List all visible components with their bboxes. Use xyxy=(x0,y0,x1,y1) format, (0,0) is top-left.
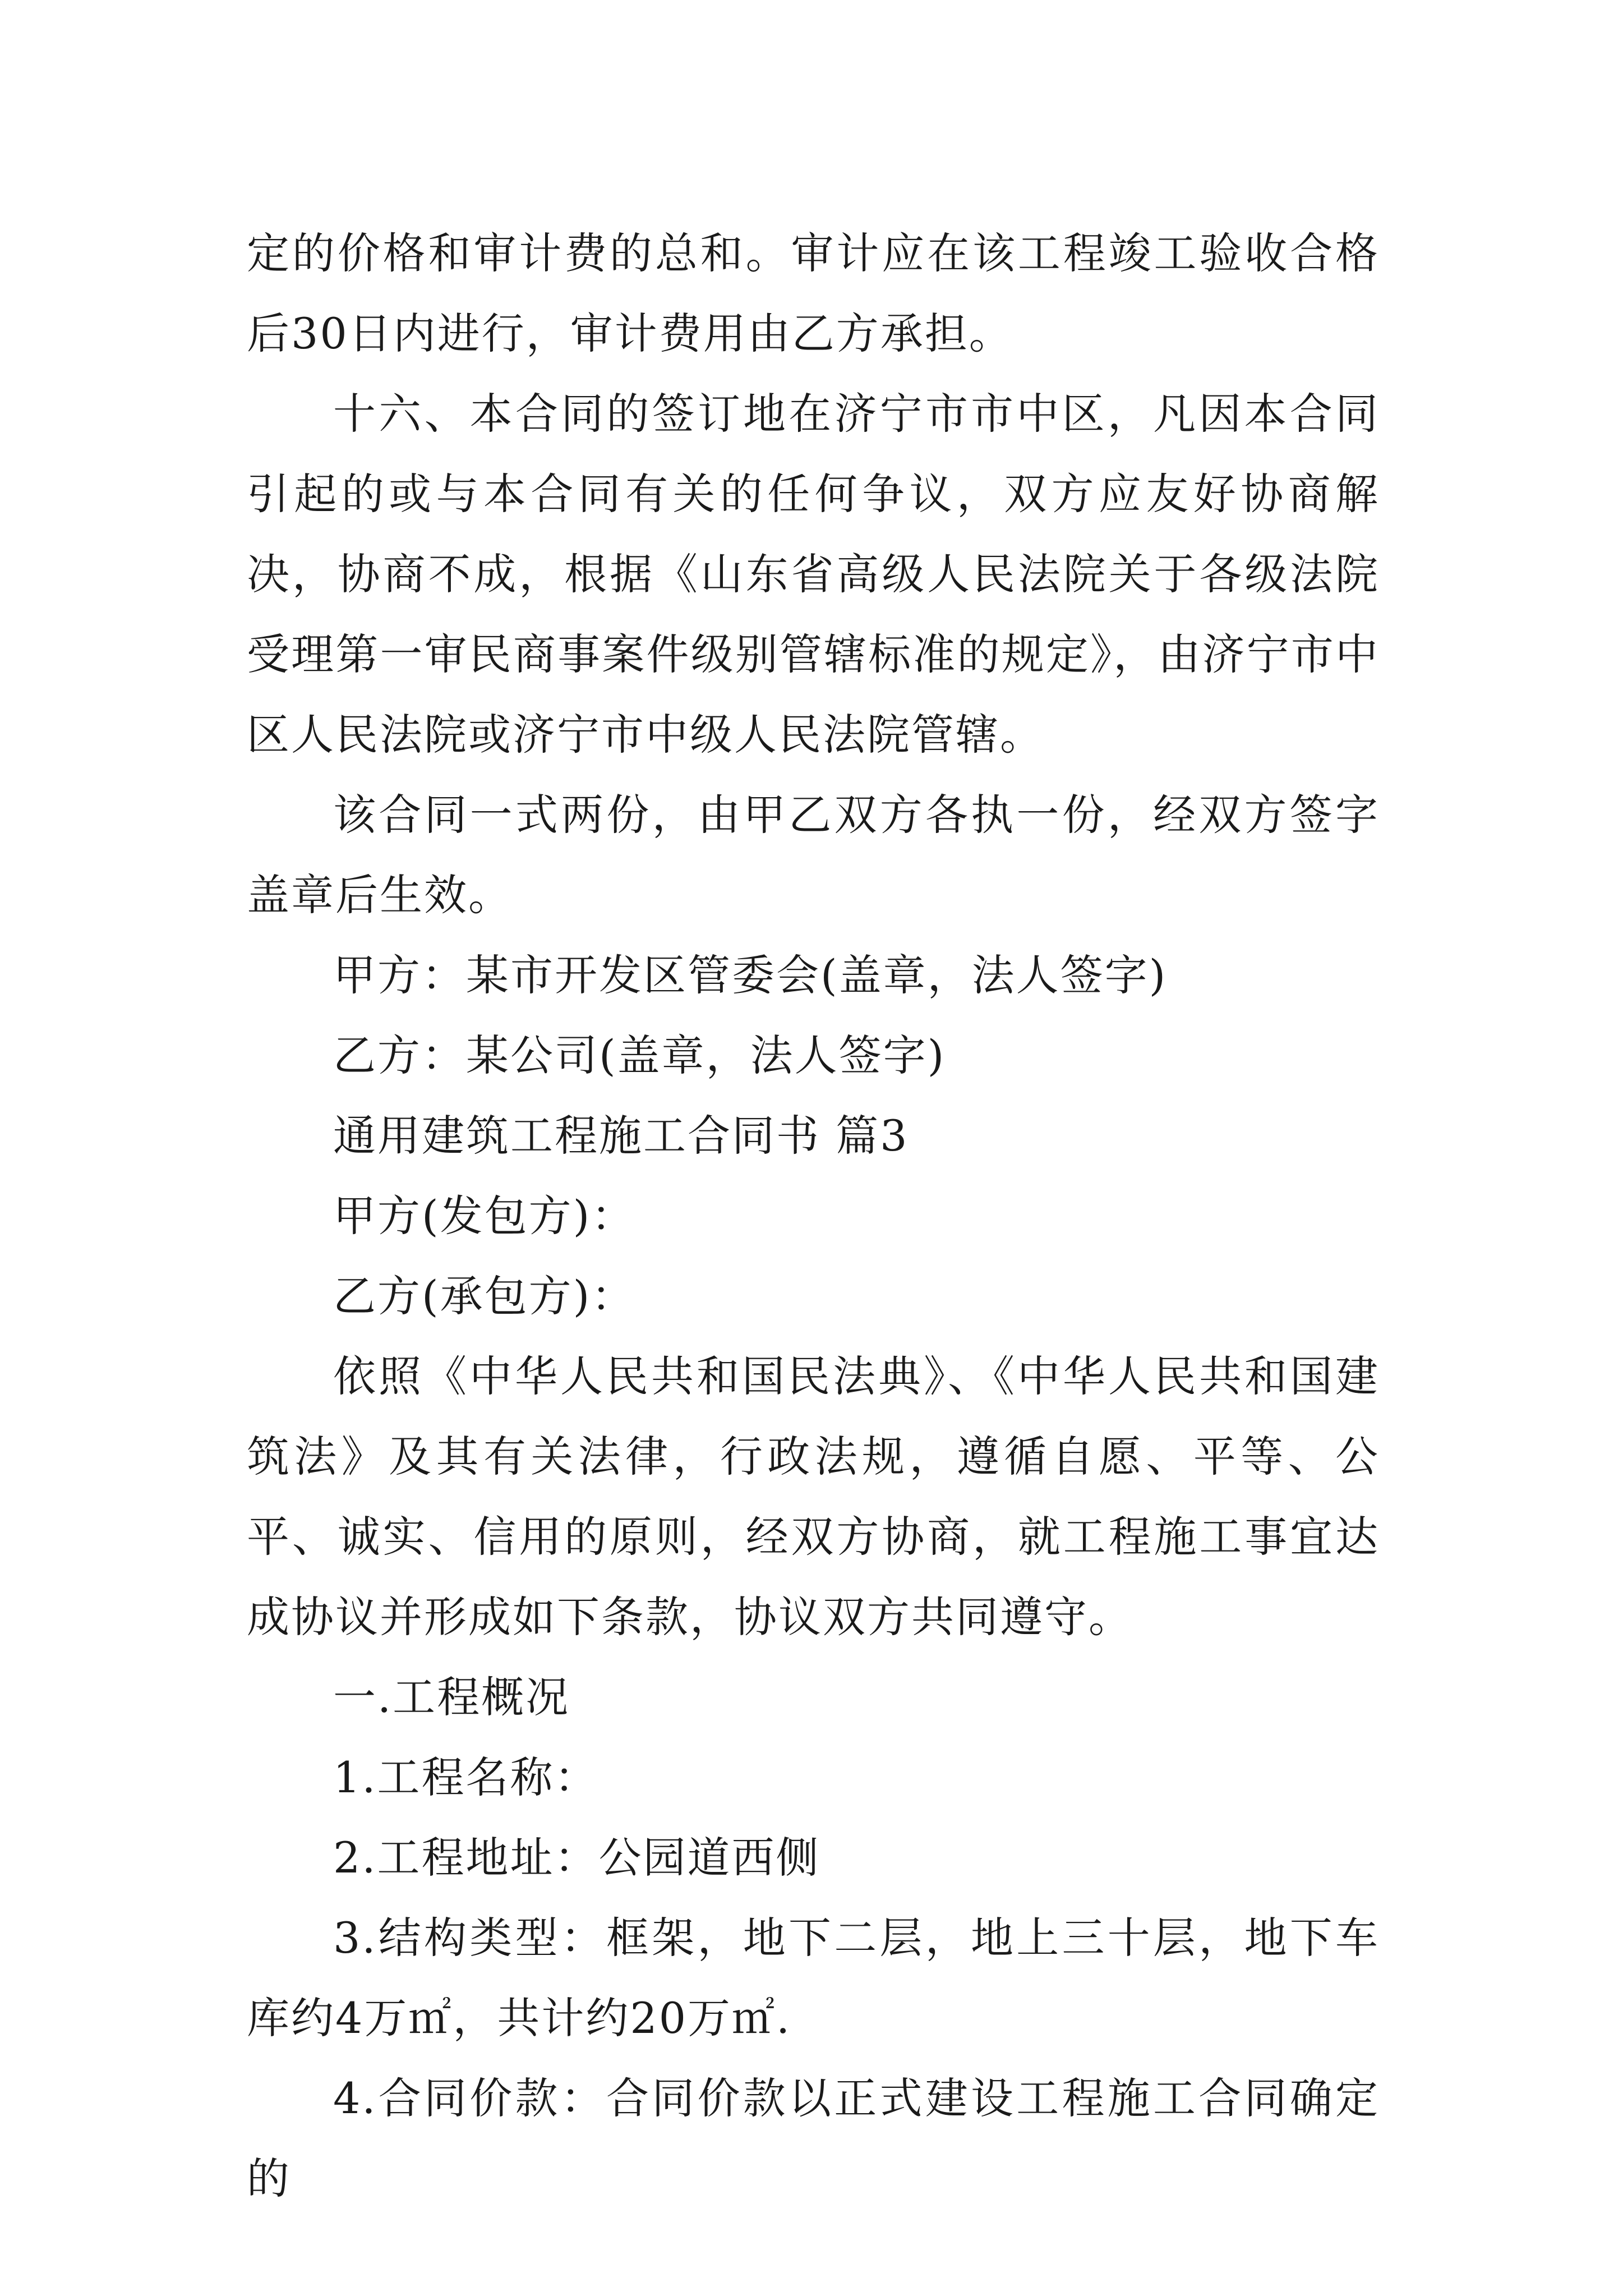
paragraph-audit-fee: 定的价格和审计费的总和。审计应在该工程竣工验收合格后30日内进行，审计费用由乙方承担。 xyxy=(247,228,1380,358)
item-contract-price: 4.合同价款：合同价款以正式建设工程施工合同确定的 xyxy=(247,2073,1380,2203)
party-b-signature-line: 乙方：某公司(盖章，法人签字) xyxy=(333,1030,946,1080)
item-project-name: 1.工程名称： xyxy=(333,1752,599,1802)
paragraph-legal-basis: 依照《中华人民共和国民法典》、《中华人民共和国建筑法》及其有关法律，行政法规，遵循自愿、平等、公平、诚实、信用的原则，经双方协商，就工程施工事宜达成协议并形成如下条款，协议双方共同遵守。 xyxy=(247,1351,1380,1642)
paragraph-copies-effective: 该合同一式两份，由甲乙双方各执一份，经双方签字盖章后生效。 xyxy=(247,790,1380,920)
item-project-address: 2.工程地址：公园道西侧 xyxy=(333,1833,820,1883)
paragraph-article-16-jurisdiction: 十六、本合同的签订地在济宁市市中区，凡因本合同引起的或与本合同有关的任何争议，双方应友好协商解决，协商不成，根据《山东省高级人民法院关于各级法院受理第一审民商事案件级别管辖标准的规定》，由济宁市中区人民法院或济宁市中级人民法院管辖。 xyxy=(247,389,1380,760)
document-body xyxy=(247,213,1380,2219)
party-a-employer-line: 甲方(发包方)： xyxy=(333,1191,636,1241)
heading-project-overview: 一.工程概况 xyxy=(333,1672,570,1722)
item-structure-type: 3.结构类型：框架，地下二层，地上三十层，地下车库约4万㎡，共计约20万㎡. xyxy=(247,1913,1380,2043)
party-a-signature-line: 甲方：某市开发区管委会(盖章，法人签字) xyxy=(333,950,1168,1000)
party-b-contractor-line: 乙方(承包方)： xyxy=(333,1271,636,1321)
section-title-contract-3: 通用建筑工程施工合同书 篇3 xyxy=(333,1111,909,1161)
